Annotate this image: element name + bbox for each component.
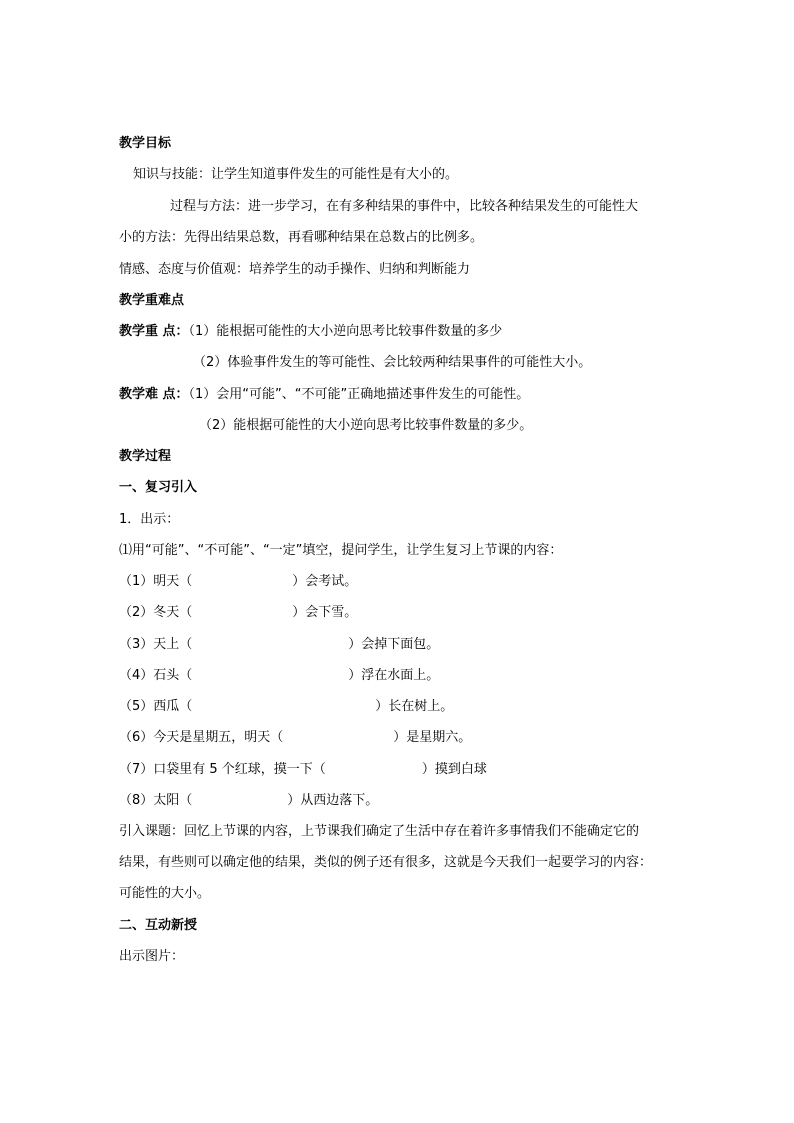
key-label: 教学重 点： <box>119 324 189 339</box>
section-interactive-teaching: 二、互动新授 <box>119 918 198 933</box>
item-suffix: ）长在树上。 <box>375 699 454 714</box>
item-prefix: （6）今天是星期五，明天（ <box>119 730 284 745</box>
item-prefix: （4）石头（ <box>119 668 193 683</box>
heading-process: 教学过程 <box>119 449 172 464</box>
list-item <box>119 636 439 654</box>
list-item <box>119 667 439 685</box>
intro-line-2: 结果，有些则可以确定他的结果，类似的例子还有很多，这就是今天我们一起要学习的内容： <box>119 855 653 870</box>
difficult-point-row-1 <box>119 386 529 404</box>
show-picture-label: 出示图片： <box>119 949 185 964</box>
item-prefix: （5）西瓜（ <box>119 699 193 714</box>
list-item <box>119 792 378 810</box>
show-label: 1．出示： <box>119 512 180 527</box>
heading-objectives: 教学目标 <box>119 136 172 151</box>
item-suffix: ）会下雪。 <box>292 605 358 620</box>
key-point-1: （1）能根据可能性的大小逆向思考比较事件数量的多少 <box>188 324 503 339</box>
list-item <box>119 729 471 747</box>
item-prefix: （3）天上（ <box>119 637 193 652</box>
key-point-row-1 <box>119 323 502 341</box>
difficult-label: 教学难 点： <box>119 387 189 402</box>
item-prefix: （8）太阳（ <box>119 793 193 808</box>
intro-line-1: 引入课题：回忆上节课的内容，上节课我们确定了生活中存在着许多事情我们不能确定它的 <box>119 824 640 839</box>
heading-key-difficult: 教学重难点 <box>119 293 185 308</box>
item-suffix: ）是星期六。 <box>393 730 472 745</box>
difficult-point-2: （2）能根据可能性的大小逆向思考比较事件数量的多少。 <box>199 418 533 433</box>
intro-line-3: 可能性的大小。 <box>119 886 211 901</box>
process-method-line-2: 小的方法：先得出结果总数，再看哪种结果在总数占的比例多。 <box>119 230 484 245</box>
key-point-2: （2）体验事件发生的等可能性、会比较两种结果事件的可能性大小。 <box>193 355 592 370</box>
difficult-point-1: （1）会用“可能”、“不可能”正确地描述事件发生的可能性。 <box>188 387 530 402</box>
item-suffix: ）会考试。 <box>292 574 358 589</box>
item-prefix: （7）口袋里有 5 个红球，摸一下（ <box>119 762 326 777</box>
section-review-intro: 一、复习引入 <box>119 480 198 495</box>
item-prefix: （2）冬天（ <box>119 605 193 620</box>
list-item <box>119 604 357 622</box>
item-suffix: ）浮在水面上。 <box>348 668 440 683</box>
item-suffix: ）会掉下面包。 <box>348 637 440 652</box>
list-item <box>119 698 453 716</box>
list-item <box>119 761 487 779</box>
fill-instruction: ⑴用“可能”、“不可能”、“一定”填空，提问学生，让学生复习上节课的内容： <box>119 543 563 558</box>
item-suffix: ）从西边落下。 <box>287 793 379 808</box>
item-suffix: ）摸到白球 <box>421 762 487 777</box>
knowledge-skill-text: 知识与技能：让学生知道事件发生的可能性是有大小的。 <box>133 167 459 182</box>
item-prefix: （1）明天（ <box>119 574 193 589</box>
emotion-values-text: 情感、态度与价值观：培养学生的动手操作、归纳和判断能力 <box>119 262 471 277</box>
list-item <box>119 573 357 591</box>
process-method-line-1: 过程与方法：进一步学习，在有多种结果的事件中，比较各种结果发生的可能性大 <box>170 199 639 214</box>
